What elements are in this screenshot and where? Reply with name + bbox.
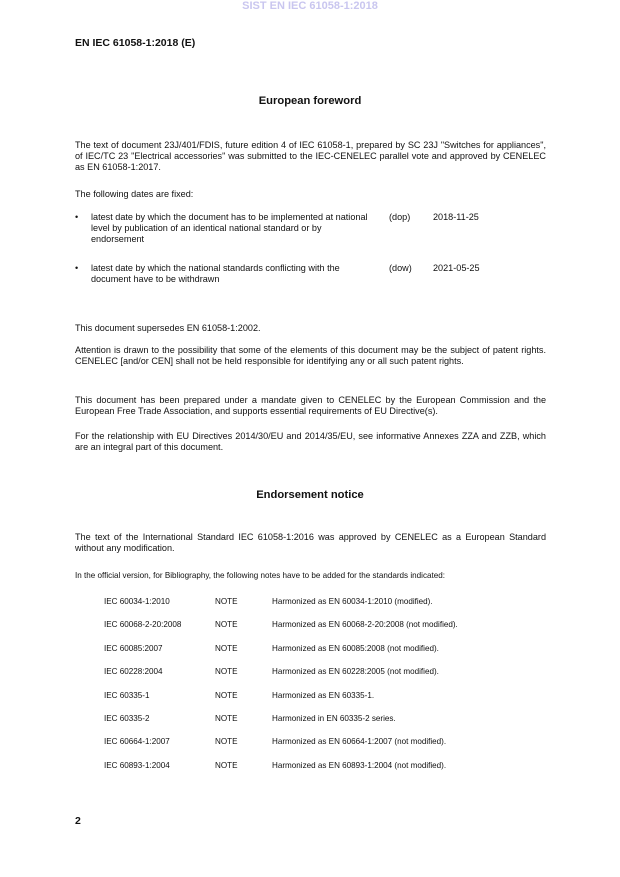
date-code: (dop) <box>389 212 411 222</box>
note-label: NOTE <box>215 737 238 747</box>
date-value: 2018-11-25 <box>433 212 479 222</box>
note-label: NOTE <box>215 643 238 653</box>
date-description: latest date by which the document has to be implemented at national level by publication of an identical national standard or by endorsement <box>91 212 368 245</box>
standard-ref: IEC 60893-1:2004 <box>104 760 170 770</box>
note-text: Harmonized as EN 60335-1. <box>272 690 375 700</box>
bullet: • <box>75 212 79 222</box>
foreword-paragraph-2: The following dates are fixed: <box>75 189 194 199</box>
foreword-paragraph-1: The text of document 23J/401/FDIS, future edition 4 of IEC 61058-1, prepared by SC 23J "Switches for appliances", of IEC/TC 23 "Electrical accessories" was submitted to the IEC-CENELEC parallel vote and approved by CENELEC as EN 61058-1:2017. <box>75 140 546 173</box>
note-label: NOTE <box>215 597 238 606</box>
foreword-paragraph-6: For the relationship with EU Directives 2014/30/EU and 2014/35/EU, see informative Annexes ZZA and ZZB, which are an integral part of this document. <box>75 431 546 453</box>
foreword-paragraph-3: This document supersedes EN 61058-1:2002. <box>75 323 261 333</box>
standard-ref: IEC 60664-1:2007 <box>104 737 170 747</box>
note-text: Harmonized as EN 60034-1:2010 (modified). <box>272 597 433 606</box>
endorsement-paragraph-1: The text of the International Standard IEC 61058-1:2016 was approved by CENELEC as a European Standard without any modification. <box>75 532 546 554</box>
note-label: NOTE <box>215 620 238 630</box>
endorsement-paragraph-2: In the official version, for Bibliography, the following notes have to be added for the standards indicated: <box>75 571 445 580</box>
date-code: (dow) <box>389 263 412 273</box>
foreword-title: European foreword <box>258 95 362 107</box>
page-number: 2 <box>75 815 81 827</box>
standard-ref: IEC 60085:2007 <box>104 643 163 653</box>
foreword-paragraph-5: This document has been prepared under a mandate given to CENELEC by the European Commission and the European Free Trade Association, and supports essential requirements of EU Directive(s). <box>75 395 546 417</box>
note-text: Harmonized as EN 60893-1:2004 (not modified). <box>272 760 447 770</box>
standard-ref: IEC 60034-1:2010 <box>104 597 170 606</box>
standard-ref: IEC 60335-2 <box>104 714 150 723</box>
note-text: Harmonized as EN 60228:2005 (not modified). <box>272 667 439 677</box>
note-label: NOTE <box>215 714 238 723</box>
note-text: Harmonized as EN 60068-2-20:2008 (not modified). <box>272 620 458 630</box>
standard-ref: IEC 60228:2004 <box>104 667 163 677</box>
date-value: 2021-05-25 <box>433 263 480 273</box>
foreword-paragraph-4: Attention is drawn to the possibility that some of the elements of this document may be the subject of patent rights. CENELEC [and/or CEN] shall not be held responsible for identifying any or all such patent rights. <box>75 345 546 367</box>
endorsement-title: Endorsement notice <box>256 489 364 501</box>
note-text: Harmonized in EN 60335-2 series. <box>272 714 396 723</box>
note-text: Harmonized as EN 60664-1:2007 (not modified). <box>272 737 447 747</box>
standard-ref: IEC 60068-2-20:2008 <box>104 620 182 630</box>
document-header: EN IEC 61058-1:2018 (E) <box>75 37 196 49</box>
standard-ref: IEC 60335-1 <box>104 690 150 700</box>
note-label: NOTE <box>215 667 238 677</box>
bullet: • <box>75 263 79 273</box>
note-label: NOTE <box>215 690 238 700</box>
date-description: latest date by which the national standards conflicting with the document have to be withdrawn <box>91 263 340 285</box>
note-text: Harmonized as EN 60085:2008 (not modified). <box>272 643 439 653</box>
watermark: SIST EN IEC 61058-1:2018 <box>242 0 378 12</box>
note-label: NOTE <box>215 760 238 770</box>
